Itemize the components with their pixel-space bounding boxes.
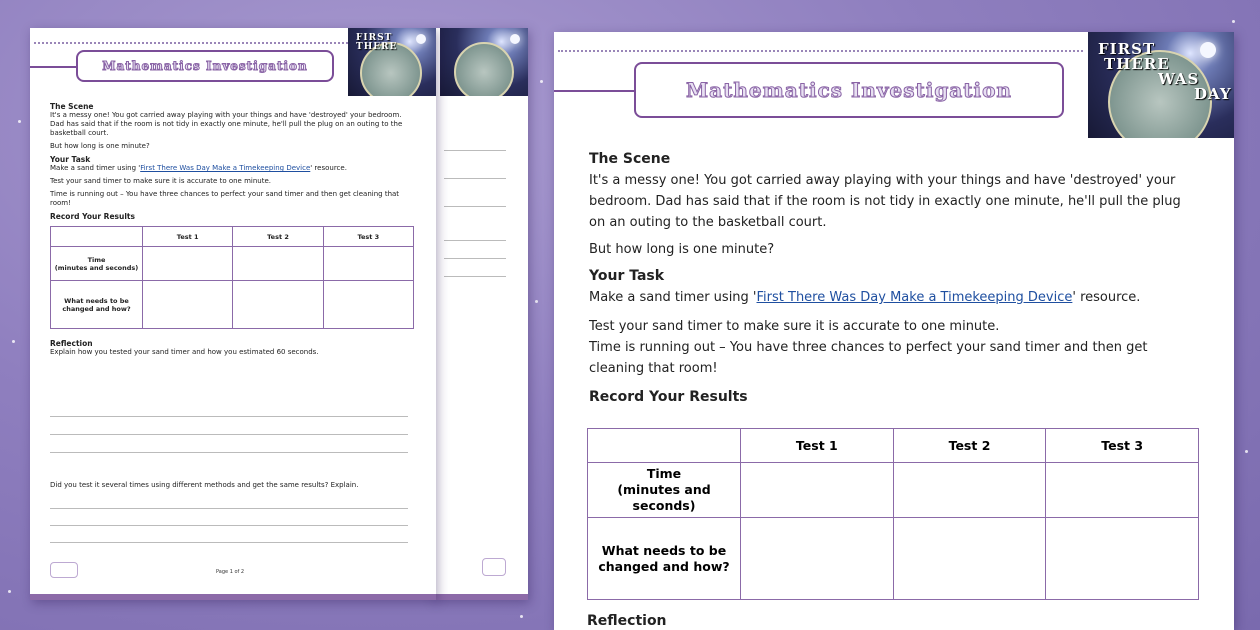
writing-line	[444, 240, 506, 241]
banner-title: FIRST THERE	[356, 33, 398, 52]
page-title: Mathematics Investigation	[686, 78, 1012, 102]
scene-question: But how long is one minute?	[589, 242, 775, 257]
task-heading: Your Task	[589, 268, 665, 284]
page-number: Page 1 of 2	[216, 569, 245, 575]
star	[1245, 450, 1248, 453]
task-text: Make a sand timer using 'First There Was Day Make a Timekeeping Device' resource.	[50, 164, 347, 172]
title-box	[76, 50, 334, 82]
reflection-heading: Reflection	[587, 613, 667, 629]
banner-title: FIRST THERE WAS DAY	[1098, 40, 1232, 103]
task-line2: Test your sand timer to make sure it is accurate to one minute.	[50, 177, 271, 185]
scene-text: It's a messy one! You got carried away playing with your things and have 'destroyed' your bedroom. Dad has said that if the room is not tidy in exactly one minute, he'll pull the plug on an outing to the basketball court.	[50, 111, 403, 137]
left-page-sheet	[30, 28, 436, 600]
col-test-3: Test 3	[323, 227, 413, 247]
page-banner	[1088, 32, 1234, 138]
star	[8, 590, 11, 593]
row-changes: What needs to be changed and how?	[51, 281, 143, 329]
task-line3: Time is running out – You have three chances to perfect your sand timer and then get cleaning that room!	[589, 340, 1148, 376]
col-test-1: Test 1	[741, 429, 894, 463]
reflection-heading: Reflection	[50, 339, 93, 348]
table-cell[interactable]	[893, 518, 1046, 600]
results-heading: Record Your Results	[50, 212, 135, 221]
back-page-sheet	[432, 28, 528, 600]
page-banner	[440, 28, 528, 96]
table-cell[interactable]	[1046, 518, 1199, 600]
task-line2: Test your sand timer to make sure it is accurate to one minute.	[589, 319, 1000, 334]
page-title: Mathematics Investigation	[102, 59, 308, 73]
reflection-prompt-1: Explain how you tested your sand timer and how you estimated 60 seconds.	[50, 348, 319, 356]
worksheet-body	[50, 102, 414, 361]
divider-line	[30, 66, 76, 68]
table-cell[interactable]	[893, 463, 1046, 518]
col-test-2: Test 2	[233, 227, 323, 247]
star	[540, 80, 543, 83]
worksheet-body	[589, 149, 1201, 408]
col-test-2: Test 2	[893, 429, 1046, 463]
writing-line	[50, 542, 408, 543]
footer-logo	[482, 558, 506, 576]
task-heading: Your Task	[50, 155, 91, 164]
table-cell[interactable]	[1046, 463, 1199, 518]
resource-link[interactable]: First There Was Day Make a Timekeeping Device	[756, 290, 1073, 305]
table-cell[interactable]	[233, 281, 323, 329]
writing-line	[444, 206, 506, 207]
writing-line	[50, 508, 408, 509]
results-table	[50, 226, 414, 329]
writing-line	[50, 434, 408, 435]
clock-icon	[454, 42, 514, 96]
scene-heading: The Scene	[589, 151, 671, 167]
results-heading: Record Your Results	[589, 389, 748, 405]
table-cell[interactable]	[323, 281, 413, 329]
scene-question: But how long is one minute?	[50, 142, 150, 150]
footer-logo	[50, 562, 78, 578]
divider-dotted	[34, 42, 364, 44]
star	[1232, 20, 1235, 23]
col-test-1: Test 1	[143, 227, 233, 247]
star	[12, 340, 15, 343]
results-table	[587, 428, 1199, 600]
row-time: Time (minutes and seconds)	[588, 463, 741, 518]
divider-dotted	[558, 50, 1083, 52]
table-cell[interactable]	[143, 247, 233, 281]
writing-line	[444, 178, 506, 179]
bottom-bar	[432, 594, 528, 600]
reflection-prompt-2: Did you test it several times using different methods and get the same results? Explain.	[50, 481, 359, 489]
writing-line	[50, 416, 408, 417]
right-page-sheet	[554, 32, 1234, 630]
task-line3: Time is running out – You have three chances to perfect your sand timer and then get cleaning that room!	[50, 190, 400, 207]
table-cell[interactable]	[323, 247, 413, 281]
divider-line	[554, 90, 634, 92]
resource-link[interactable]: First There Was Day Make a Timekeeping Device	[140, 164, 311, 172]
scene-text: It's a messy one! You got carried away playing with your things and have 'destroyed' your bedroom. Dad has said that if the room is not tidy in exactly one minute, he'll pull the plug on an outing to the basketball court.	[589, 173, 1181, 230]
table-cell[interactable]	[143, 281, 233, 329]
star	[535, 300, 538, 303]
star	[520, 615, 523, 618]
writing-line	[444, 276, 506, 277]
table-cell[interactable]	[741, 518, 894, 600]
moon-icon	[416, 34, 426, 44]
worksheet-footer-text	[587, 611, 667, 630]
writing-line	[444, 258, 506, 259]
page-banner	[348, 28, 436, 96]
writing-line	[50, 525, 408, 526]
bottom-bar	[30, 594, 436, 600]
row-changes: What needs to be changed and how?	[588, 518, 741, 600]
writing-line	[444, 150, 506, 151]
task-text: Make a sand timer using 'First There Was Day Make a Timekeeping Device' resource.	[589, 290, 1141, 305]
row-time: Time (minutes and seconds)	[51, 247, 143, 281]
writing-line	[50, 452, 408, 453]
table-cell[interactable]	[233, 247, 323, 281]
table-cell[interactable]	[741, 463, 894, 518]
title-box	[634, 62, 1064, 118]
col-test-3: Test 3	[1046, 429, 1199, 463]
scene-heading: The Scene	[50, 102, 94, 111]
moon-icon	[510, 34, 520, 44]
star	[18, 120, 21, 123]
